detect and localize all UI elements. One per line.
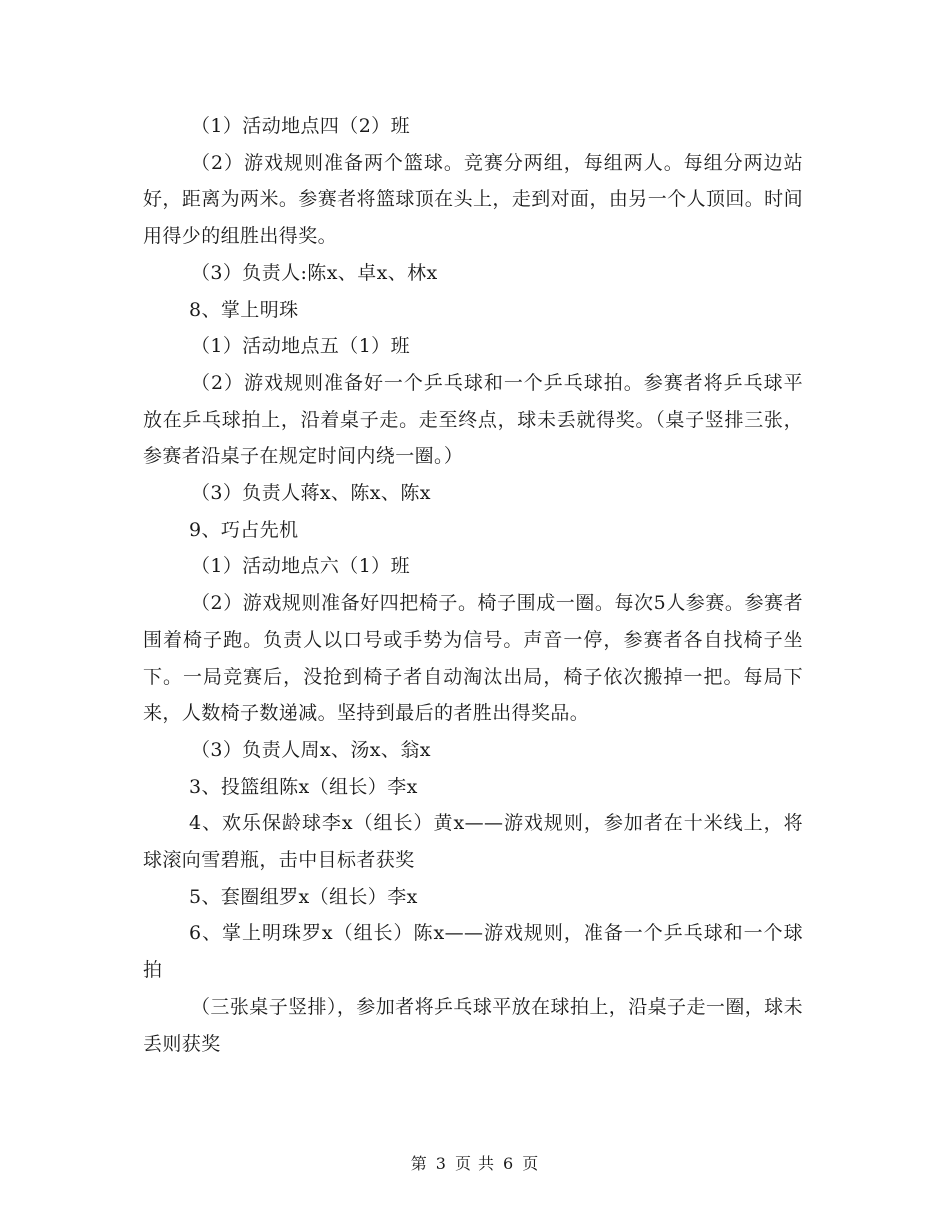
footer-prefix: 第 <box>410 1154 428 1173</box>
footer-total-pages: 6 <box>503 1154 515 1173</box>
paragraph-staff-2: （3）负责人蒋x、陈x、陈x <box>191 482 431 505</box>
paragraph-rules-basketball: （2）游戏规则准备两个篮球。竞赛分两组，每组两人。每组分两边站好，距离为两米。参赛者将篮球顶在头上，走到对面，由另一个人顶回。时间用得少的组胜出得奖。 <box>143 151 803 248</box>
paragraph-location-5: （1）活动地点五（1）班 <box>191 335 410 358</box>
paragraph-group-6-cont: （三张桌子竖排），参加者将乒乓球平放在球拍上，沿桌子走一圈，球未丢则获奖 <box>143 995 803 1055</box>
paragraph-rules-pingpong: （2）游戏规则准备好一个乒乓球和一个乒乓球拍。参赛者将乒乓球平放在乒乓球拍上，沿着桌子走。走至终点，球未丢就得奖。（桌子竖排三张，参赛者沿桌子在规定时间内绕一圈。） <box>143 371 803 468</box>
paragraph-group-3: 3、投篮组陈x（组长）李x <box>189 775 418 798</box>
paragraph-group-6: 6、掌上明珠罗x（组长）陈x——游戏规则，准备一个乒乓球和一个球拍 <box>143 922 803 982</box>
paragraph-staff-1: （3）负责人:陈x、卓x、林x <box>191 261 438 284</box>
footer-current-page: 3 <box>435 1154 447 1173</box>
paragraph-location-6: （1）活动地点六（1）班 <box>191 555 410 578</box>
paragraph-staff-3: （3）负责人周x、汤x、翁x <box>191 738 431 761</box>
paragraph-group-5: 5、套圈组罗x（组长）李x <box>189 885 418 908</box>
footer-suffix: 页 <box>522 1154 540 1173</box>
paragraph-location-4: （1）活动地点四（2）班 <box>191 115 410 137</box>
page-number-footer <box>0 1152 950 1176</box>
paragraph-group-4: 4、欢乐保龄球李x（组长）黄x——游戏规则，参加者在十米线上，将球滚向雪碧瓶，击中目标者获奖 <box>143 812 803 872</box>
heading-item-9: 9、巧占先机 <box>189 518 299 541</box>
paragraph-rules-chairs: （2）游戏规则准备好四把椅子。椅子围成一圈。每次5人参赛。参赛者围着椅子跑。负责人以口号或手势为信号。声音一停，参赛者各自找椅子坐下。一局竞赛后，没抢到椅子者自动淘汰出局，椅子依次搬掉一把。每局下来，人数椅子数递减。坚持到最后的者胜出得奖品。 <box>143 592 803 725</box>
heading-item-8: 8、掌上明珠 <box>189 298 299 321</box>
footer-middle: 页 共 <box>454 1154 496 1173</box>
page-body <box>143 108 803 1062</box>
